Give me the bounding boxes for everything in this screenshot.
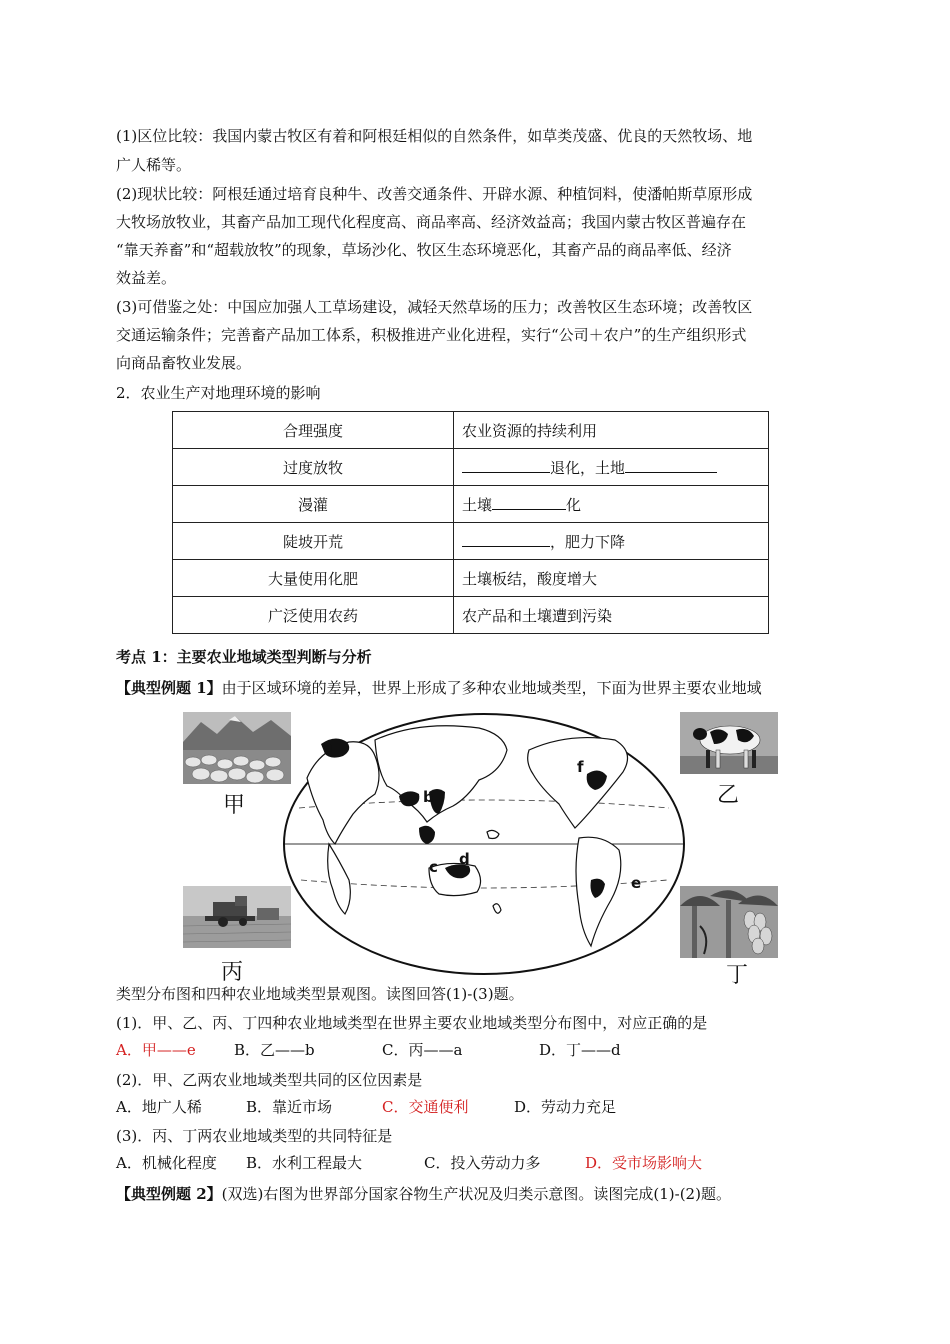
map-label-a: a bbox=[323, 738, 334, 756]
q3-option-d[interactable]: D．受市场影响大 bbox=[585, 1154, 703, 1172]
q1-option-c[interactable]: C．丙——a bbox=[382, 1041, 463, 1059]
dairy-cow-photo bbox=[680, 712, 778, 774]
banana-plantation-photo bbox=[680, 886, 778, 958]
table-row bbox=[173, 486, 769, 523]
photo-label-bing: 丙 bbox=[221, 960, 244, 985]
q3-option-b[interactable]: B．水利工程最大 bbox=[246, 1154, 363, 1172]
table-cell: 陡坡开荒 bbox=[173, 523, 454, 560]
q2-option-a[interactable]: A．地广人稀 bbox=[116, 1098, 202, 1116]
example1-intro bbox=[116, 676, 840, 700]
paragraph-line: “靠天养畜”和“超载放牧”的现象，草场沙化、牧区生态环境恶化，其畜产品的商品率低、经济 bbox=[116, 241, 732, 259]
example2-line bbox=[116, 1182, 840, 1206]
harvester-photo bbox=[183, 886, 291, 948]
q3-option-a[interactable]: A．机械化程度 bbox=[116, 1154, 217, 1172]
fill-blank[interactable] bbox=[462, 530, 550, 547]
table-cell: 漫灌 bbox=[173, 486, 454, 523]
question-3-stem: (3)．丙、丁两农业地域类型的共同特征是 bbox=[116, 1127, 393, 1145]
map-label-d: d bbox=[459, 850, 470, 868]
table-cell bbox=[454, 523, 769, 560]
paragraph-line: 效益差。 bbox=[116, 269, 177, 287]
table-cell: 土壤板结，酸度增大 bbox=[454, 560, 769, 597]
table-row bbox=[173, 597, 769, 634]
table-cell: 广泛使用农药 bbox=[173, 597, 454, 634]
map-label-b: b bbox=[423, 788, 434, 806]
paragraph-line: 广人稀等。 bbox=[116, 156, 192, 174]
photo-label-yi: 乙 bbox=[717, 783, 740, 808]
fill-blank[interactable] bbox=[625, 456, 717, 473]
photo-label-ding: 丁 bbox=[726, 963, 749, 988]
paragraph-line: (3)可借鉴之处：中国应加强人工草场建设，减轻天然草场的压力；改善牧区生态环境；改善牧区 bbox=[116, 298, 753, 316]
table-cell: 过度放牧 bbox=[173, 449, 454, 486]
kaodian-title: 考点 1：主要农业地域类型判断与分析 bbox=[116, 648, 372, 666]
table-text: 化 bbox=[566, 496, 582, 514]
table-cell bbox=[454, 449, 769, 486]
map-label-c: c bbox=[429, 858, 438, 876]
table-row bbox=[173, 560, 769, 597]
table-text: 退化，土地 bbox=[550, 459, 626, 477]
sheep-pasture-photo bbox=[183, 712, 291, 784]
paragraph-line: 向商品畜牧业发展。 bbox=[116, 354, 252, 372]
table-row bbox=[173, 523, 769, 560]
paragraph-line: 交通运输条件；完善畜产品加工体系，积极推进产业化进程，实行“公司＋农户”的生产组织形式 bbox=[116, 326, 747, 344]
section-title: 2．农业生产对地理环境的影响 bbox=[116, 384, 321, 402]
question-2-stem: (2)．甲、乙两农业地域类型共同的区位因素是 bbox=[116, 1071, 423, 1089]
table-cell: 大量使用化肥 bbox=[173, 560, 454, 597]
example-tag: 【典型例题 1】 bbox=[116, 679, 222, 697]
fill-blank[interactable] bbox=[462, 456, 550, 473]
map-label-f: f bbox=[577, 758, 584, 776]
table-cell bbox=[454, 486, 769, 523]
world-agriculture-map bbox=[279, 710, 689, 978]
question-1-stem: (1)．甲、乙、丙、丁四种农业地域类型在世界主要农业地域类型分布图中，对应正确的是 bbox=[116, 1014, 708, 1032]
q2-option-d[interactable]: D．劳动力充足 bbox=[514, 1098, 617, 1116]
fill-blank[interactable] bbox=[492, 493, 566, 510]
example1-intro2: 类型分布图和四种农业地域类型景观图。读图回答(1)-(3)题。 bbox=[116, 985, 524, 1003]
table-row bbox=[173, 449, 769, 486]
q1-option-b[interactable]: B．乙——b bbox=[234, 1041, 315, 1059]
q3-option-c[interactable]: C．投入劳动力多 bbox=[424, 1154, 541, 1172]
table-cell: 农产品和土壤遭到污染 bbox=[454, 597, 769, 634]
q1-option-d[interactable]: D．丁——d bbox=[539, 1041, 621, 1059]
paragraph-line: (1)区位比较：我国内蒙古牧区有着和阿根廷相似的自然条件，如草类茂盛、优良的天然牧场、地 bbox=[116, 127, 753, 145]
q2-option-b[interactable]: B．靠近市场 bbox=[246, 1098, 333, 1116]
map-label-e: e bbox=[631, 874, 642, 892]
table-text: 土壤 bbox=[462, 496, 493, 514]
impact-table bbox=[172, 411, 769, 634]
example-tag: 【典型例题 2】 bbox=[116, 1185, 222, 1203]
example-text: (双选)右图为世界部分国家谷物生产状况及归类示意图。读图完成(1)-(2)题。 bbox=[221, 1185, 731, 1203]
table-row bbox=[173, 412, 769, 449]
table-cell: 农业资源的持续利用 bbox=[454, 412, 769, 449]
q2-option-c[interactable]: C．交通便利 bbox=[382, 1098, 469, 1116]
table-cell: 合理强度 bbox=[173, 412, 454, 449]
paragraph-line: 大牧场放牧业，其畜产品加工现代化程度高、商品率高、经济效益高；我国内蒙古牧区普遍存在 bbox=[116, 213, 747, 231]
example-text: 由于区域环境的差异，世界上形成了多种农业地域类型，下面为世界主要农业地域 bbox=[221, 679, 762, 697]
paragraph-line: (2)现状比较：阿根廷通过培育良种牛、改善交通条件、开辟水源、种植饲料，使潘帕斯草原形成 bbox=[116, 185, 753, 203]
table-text: ，肥力下降 bbox=[550, 533, 626, 551]
photo-label-jia: 甲 bbox=[223, 793, 246, 818]
q1-option-a[interactable]: A．甲——e bbox=[116, 1041, 196, 1059]
